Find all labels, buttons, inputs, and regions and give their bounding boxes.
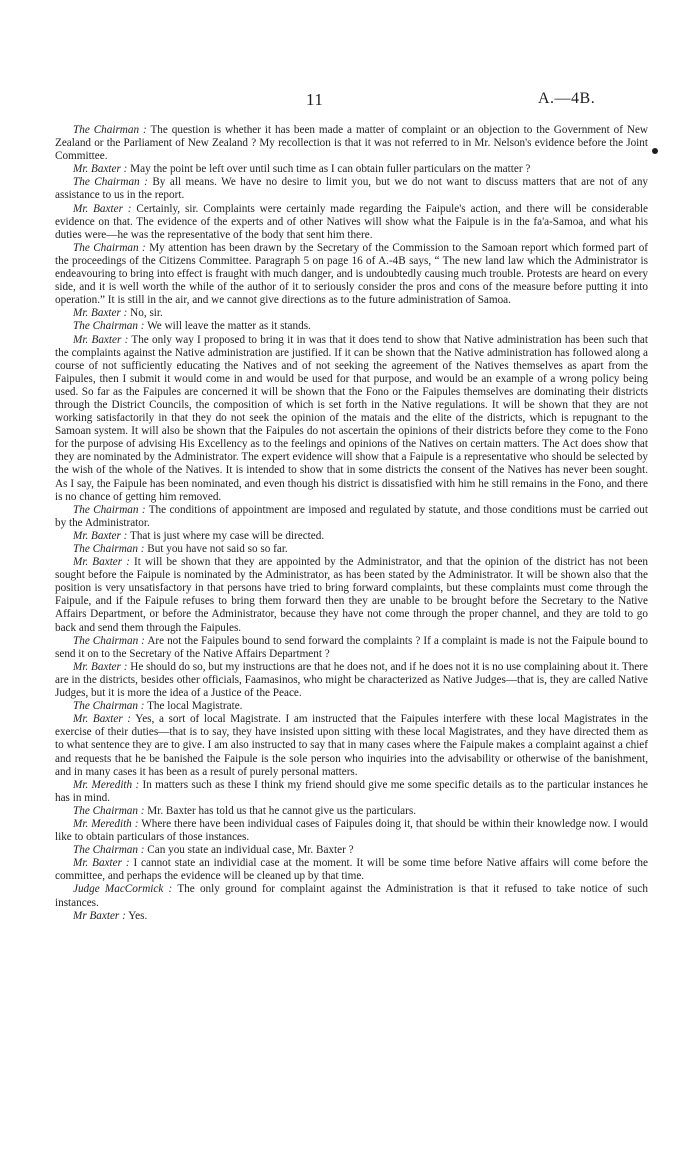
speaker-name: Mr. Baxter : [73, 857, 130, 870]
transcript-paragraph [55, 504, 648, 530]
transcript-paragraph [55, 818, 648, 844]
transcript-paragraph [55, 661, 648, 700]
speech-text: It will be shown that they are appointed by the Administrator, and that the opinion of the district has not been sought before the Faipule is nominated by the Administrator, as has been stated by the Administrator. It will be shown also that the position is very unsatisfactory in that persons have tried to bring forward complaints, but these complaints must come through the Faipule, and if the Faipule refuses to bring them forward then they are unable to be brought before the Secretary to the Native Affairs Department, or before the Administrator, because they have not come through the proper channel, and they are told to go back and send them through the Faipules. [55, 556, 649, 634]
margin-dot [652, 148, 658, 154]
speaker-name: Mr. Meredith : [73, 817, 139, 830]
speaker-name: The Chairman : [73, 320, 145, 333]
speech-text: My attention has been drawn by the Secretary of the Commission to the Samoan report which formed part of the proceedings of the Citizens Committee. Paragraph 5 on page 16 of A.-4B says, “ The new land law which the Administrator is endeavouring to bring into effect is fraught with much danger, and is undoubtedly causing much trouble. Protests are heard on every side, and it is well worth the while of the author of it to seriously consider the pros and cons of the measure before putting it into operation.” It is still in the air, and we cannot give directions as to the future administration of Samoa. [55, 241, 649, 307]
speech-text: In matters such as these I think my friend should give me some specific details as to the particular instances he has in mind. [55, 778, 648, 804]
transcript-paragraph [55, 779, 648, 805]
speech-text: I cannot state an individial case at the moment. It will be some time before Native affairs will come before the committee, and perhaps the evidence will be cleaned up by that time. [55, 857, 648, 883]
transcript-paragraph [55, 635, 648, 661]
speaker-name: The Chairman : [73, 804, 145, 817]
speech-text: Yes. [128, 909, 148, 922]
speech-text: No, sir. [130, 307, 163, 320]
transcript-paragraph [55, 857, 648, 883]
speaker-name: The Chairman : [73, 700, 145, 713]
speech-text: Where there have been individual cases of Faipules doing it, that should be within their knowledge now. I would like to obtain particulars of those instances. [55, 817, 648, 844]
speech-text: By all means. We have no desire to limit you, but we do not want to discuss matters that are not of any assistance to us in the report. [55, 176, 649, 202]
transcript-paragraph [55, 556, 648, 635]
speaker-name: Mr. Baxter : [73, 307, 128, 320]
speaker-name: Judge MacCormick : [73, 883, 173, 896]
speaker-name: Mr. Meredith : [73, 778, 140, 791]
speaker-name: The Chairman : [73, 176, 148, 189]
speech-text: Yes, a sort of local Magistrate. I am instructed that the Faipules interfere with these local Magistrates in the exercise of their duties—that is to say, they have insisted upon sitting with these local Magistrates, and they have directed them as to what sentence they are to give. I am also instructed to say that in many cases where the Faipule makes a complaint against a chief and requests that he be banished the Faipule is the sole person who inquiries into the advisability or otherwise of the banishment, and in many cases it has been as a result of purely personal matters. [55, 713, 648, 778]
speaker-name: The Chairman : [73, 634, 145, 647]
transcript-paragraph [55, 910, 648, 923]
speech-text: That is just where my case will be directed. [129, 529, 325, 542]
speech-text: He should do so, but my instructions are that he does not, and if he does not it is no use complaining about it. There are in the districts, besides other officials, Faamasinos, who might be characterized as Native Judges—that is, they are called Native Judges, but it is more the idea of a Justice of the Peace. [55, 660, 648, 700]
speaker-name: Mr. Baxter : [73, 556, 130, 569]
transcript-paragraph [55, 176, 648, 202]
speaker-name: The Chairman : [73, 124, 147, 136]
transcript-paragraph [55, 320, 648, 333]
speech-text: The question is whether it has been made a matter of complaint or an objection to the Government of New Zealand or the Parliament of New Zealand ? My recollection is that it was not referred to in Mr. Nelson's evidence before the Joint Committee. [55, 124, 648, 163]
transcript-paragraph [55, 163, 648, 176]
speech-text: Mr. Baxter has told us that he cannot give us the particulars. [147, 804, 417, 817]
transcript-paragraph [55, 530, 648, 543]
speech-text: Certainly, sir. Complaints were certainly made regarding the Faipule's action, and there will be considerable evidence on that. The evidence of the experts and of other Natives will show what the Faipule is in the fa'a-Samoa, and what his duties were—he was the representative of the body that sent him there. [55, 202, 648, 241]
speaker-name: Mr. Baxter : [73, 333, 129, 346]
speaker-name: Mr. Baxter : [73, 660, 128, 673]
speaker-name: The Chairman : [73, 241, 146, 254]
transcript-paragraph [55, 700, 648, 713]
transcript-paragraph [55, 713, 648, 778]
speech-text: The local Magistrate. [147, 700, 243, 713]
speaker-name: The Chairman : [73, 844, 145, 857]
speaker-name: The Chairman : [73, 503, 146, 516]
transcript-paragraph [55, 242, 648, 307]
transcript-paragraph [55, 124, 648, 163]
page-number: 11 [306, 90, 324, 109]
speaker-name: Mr. Baxter : [73, 163, 128, 176]
speech-text: The conditions of appointment are imposed and regulated by statute, and those conditions must be carried out by the Administrator. [55, 503, 648, 529]
document-reference: A.—4B. [538, 90, 596, 107]
transcript-paragraph [55, 805, 648, 818]
speaker-name: Mr Baxter : [73, 909, 126, 922]
speech-text: Are not the Faipules bound to send forward the complaints ? If a complaint is made is not the Faipule bound to send it on to the Secretary of the Native Affairs Department ? [55, 634, 648, 660]
transcript-paragraph [55, 883, 648, 909]
speech-text: We will leave the matter as it stands. [147, 320, 311, 333]
speech-text: The only ground for complaint against the Administration is that it refused to take notice of such instances. [55, 883, 648, 909]
speaker-name: Mr. Baxter : [73, 202, 132, 215]
transcript-body [55, 124, 648, 923]
transcript-paragraph [55, 307, 648, 320]
speech-text: Can you state an individual case, Mr. Baxter ? [147, 844, 354, 857]
transcript-paragraph [55, 203, 648, 242]
transcript-paragraph [55, 334, 648, 504]
transcript-paragraph [55, 543, 648, 556]
speech-text: But you have not said so so far. [147, 543, 288, 555]
speech-text: May the point be left over until such time as I can obtain fuller particulars on the matter ? [130, 163, 531, 176]
speaker-name: The Chairman : [73, 543, 145, 555]
speaker-name: Mr. Baxter : [73, 713, 132, 726]
transcript-paragraph [55, 844, 648, 857]
speech-text: The only way I proposed to bring it in was that it does tend to show that Native administration has been such that the complaints against the Native administration are justified. If it can be shown that the Native administration has followed along a course of not sufficiently educating the Natives and of not seeking the agreement of the Natives themselves as apart from the Faipules, then I submit it would come in and would be used for that purpose, and would be an example of a wrong policy being used. So far as the Faipules are concerned it will be shown that the Fono or the Faipules themselves are dominating their districts through the District Councils, the composition of which is set forth in the Native regulations. It will be shown that they are not working satisfactorily in that they do not seek the opinion of the matais and the elite of the districts, which is repugnant to the Samoan system. It will also be shown that the Faipules do not ascertain the opinions of their districts before they come to the Fono for the purpose of advising His Excellency as to the feelings and opinions of the Natives on certain matters. The Act does show that they are nominated by the Administrator. The expert evidence will show that a Faipule is a representative who should be selected by the wish of the whole of the Natives. It is intended to show that in some districts the consent of the Natives has never been sought. As I say, the Faipule has been nominated, and even though his district is dissatisfied with him he still remains in the Fono, and there is no chance of getting him removed. [55, 333, 648, 503]
speaker-name: Mr. Baxter : [73, 529, 128, 542]
